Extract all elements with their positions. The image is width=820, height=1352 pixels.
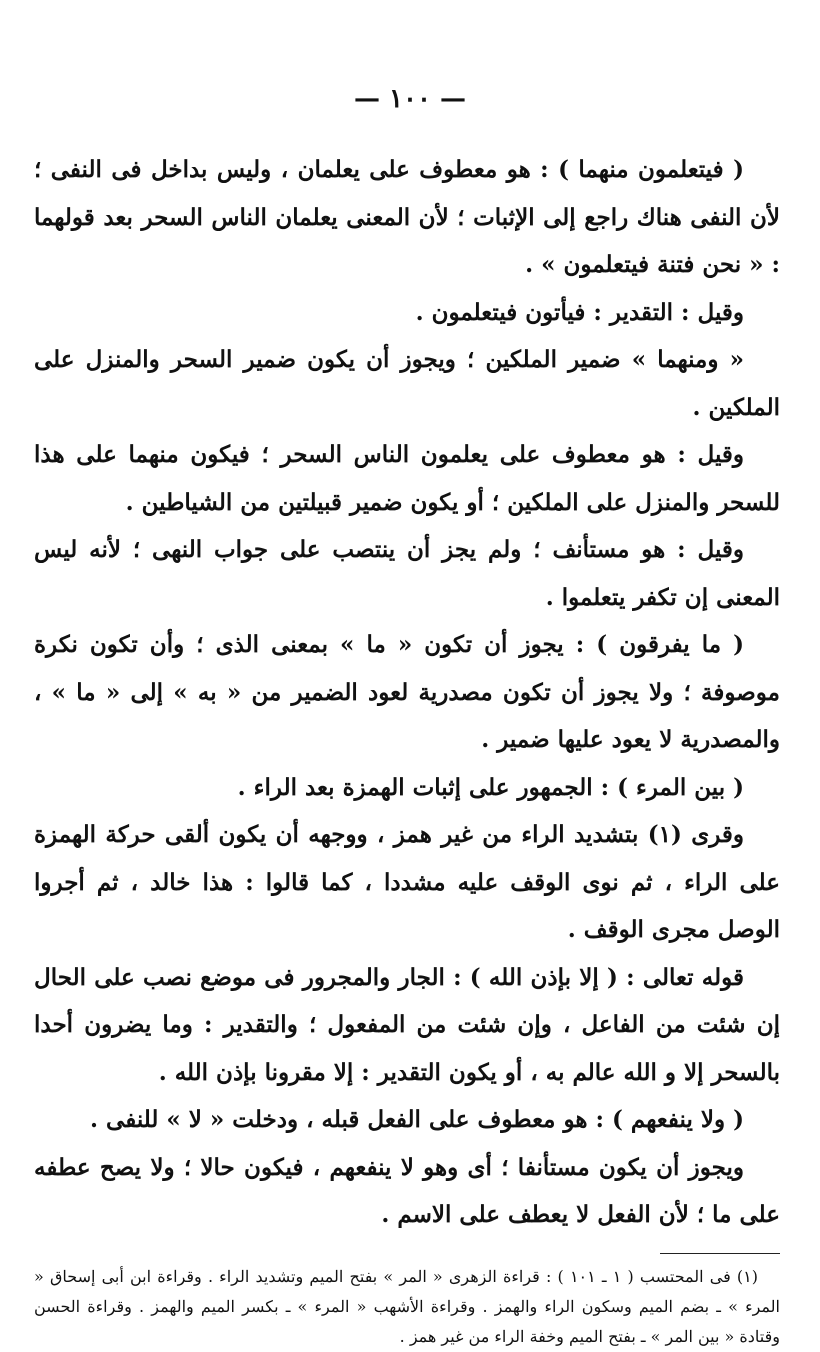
paragraph: وقيل : هو مستأنف ؛ ولم يجز أن ينتصب على جواب النهى ؛ لأنه ليس المعنى إن تكفر يتعلموا . [34, 536, 780, 611]
paragraph: وقيل : التقدير : فيأتون فيتعلمون . [415, 298, 744, 326]
paragraph: وقرى (١) بتشديد الراء من غير همز ، ووجهه أن يكون ألقى حركة الهمزة على الراء ، ثم نوى الوقف عليه مشددا ، كما قالوا : هذا خالد ، ثم أجروا الوصل مجرى الوقف . [34, 821, 780, 943]
paragraph: ( ولا ينفعهم ) : هو معطوف على الفعل قبله ، ودخلت « لا » للنفى . [90, 1106, 744, 1133]
paragraph: وقيل : هو معطوف على يعلمون الناس السحر ؛ فيكون منهما على هذا للسحر والمنزل على الملكين ؛ أو يكون ضمير قبيلتين من الشياطين . [34, 441, 780, 516]
page-number: — ١٠٠ — [353, 84, 467, 114]
footnotes [34, 1262, 780, 1352]
paragraph: قوله تعالى : ( إلا بإذن الله ) : الجار والمجرور فى موضع نصب على الحال إن شئت من الفاعل ، وإن شئت من المفعول ؛ والتقدير : وما يضرون أحدا بالسحر إلا و الله عالم به ، أو يكون التقدير : إلا مقرونا بإذن الله . [34, 963, 780, 1086]
paragraph: « ومنهما » ضمير الملكين ؛ ويجوز أن يكون ضمير السحر والمنزل على الملكين . [34, 346, 780, 421]
paragraph: ( فيتعلمون منهما ) : هو معطوف على يعلمان ، وليس بداخل فى النفى ؛ لأن النفى هناك راجع إلى الإثبات ؛ لأن المعنى يعلمان الناس السحر بعد قولهما : « نحن فتنة فيتعلمون » . [34, 156, 780, 278]
paragraph: ويجوز أن يكون مستأنفا ؛ أى وهو لا ينفعهم ، فيكون حالا ؛ ولا يصح عطفه على ما ؛ لأن الفعل لا يعطف على الاسم . [34, 1153, 780, 1228]
footnote: (١) فى المحتسب ( ١ ـ ١٠١ ) : قراءة الزهرى « المر » بفتح الميم وتشديد الراء . وقراءة ابن أبى إسحاق « المرء » ـ بضم الميم وسكون الراء والهمز . وقراءة الأشهب « المرء » ـ بكسر الميم والهمز . وقراءة الحسن وقتادة « بين المر » ـ بفتح الميم وخفة الراء من غير همز . [34, 1266, 780, 1346]
paragraph: ( ما يفرقون ) : يجوز أن تكون « ما » بمعنى الذى ؛ وأن تكون نكرة موصوفة ؛ ولا يجوز أن تكون مصدرية لعود الضمير من « به » إلى « ما » ، والمصدرية لا يعود عليها ضمير . [34, 631, 780, 753]
paragraph: ( بين المرء ) : الجمهور على إثبات الهمزة بعد الراء . [237, 773, 744, 801]
footnote-divider [660, 1253, 780, 1254]
main-text [34, 146, 780, 1239]
